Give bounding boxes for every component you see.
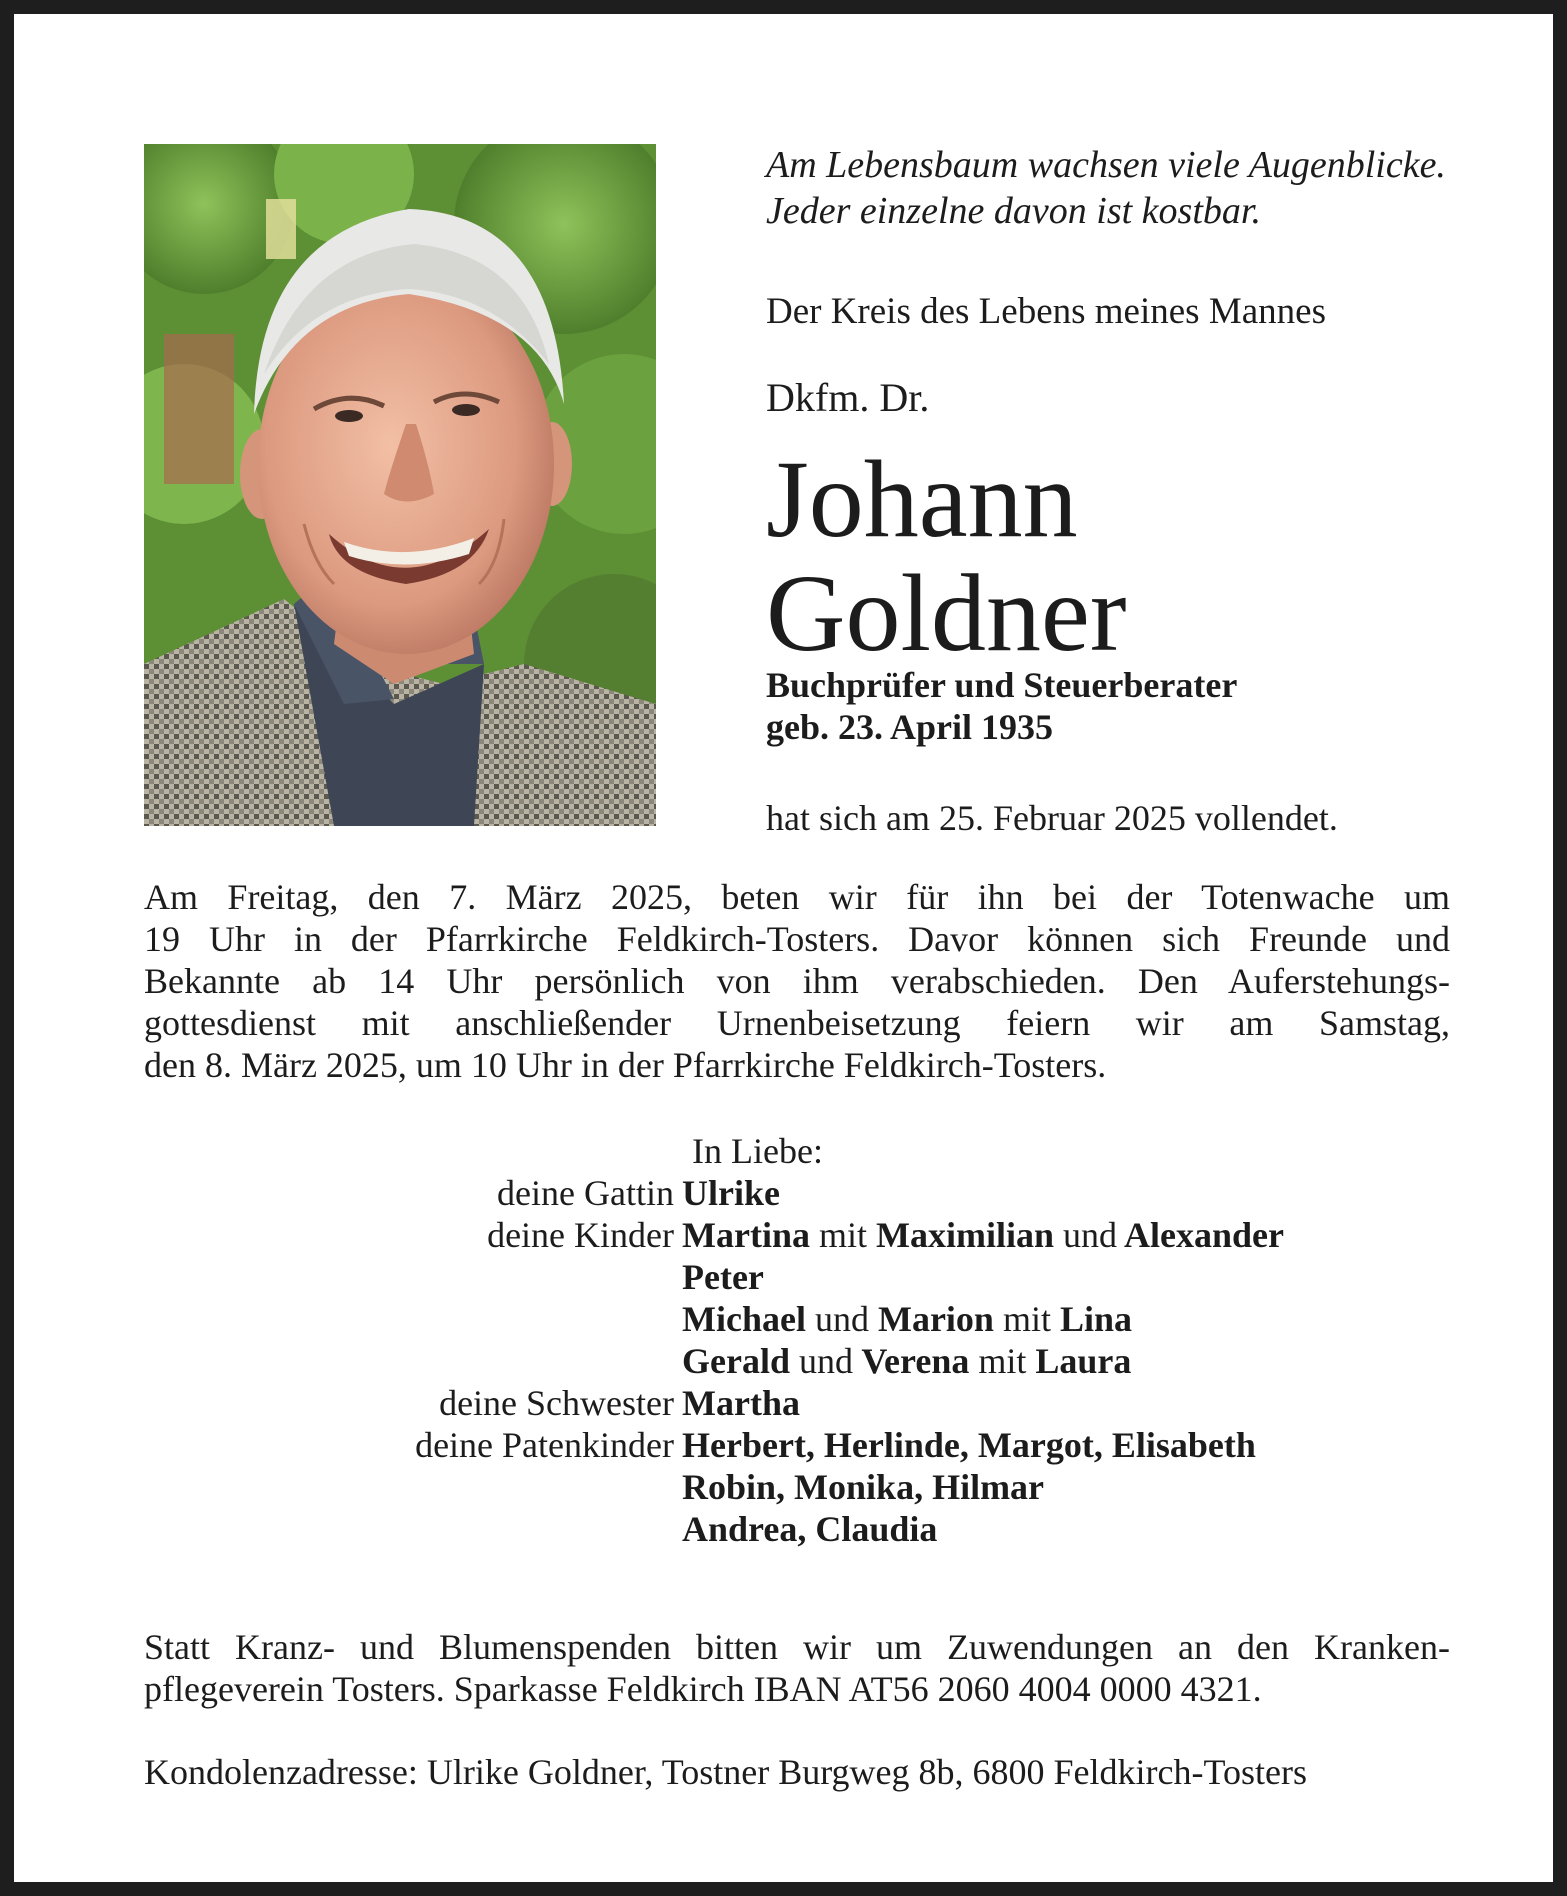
birth-date-line: geb. 23. April 1935 <box>766 707 1054 747</box>
relative-name: Martha <box>682 1383 800 1423</box>
donation-line: Statt Kranz- und Blumenspenden bitten wir um Zuwendungen an den Kranken- <box>144 1627 1450 1667</box>
relative-name: Lina <box>1059 1299 1133 1339</box>
relative-names <box>682 1298 1132 1340</box>
relative-names <box>682 1172 780 1214</box>
conjunction: und <box>1062 1215 1117 1255</box>
portrait-image <box>144 144 656 826</box>
service-line: den 8. März 2025, um 10 Uhr in der Pfarrkirche Feldkirch-Tosters. <box>144 1045 1107 1085</box>
first-name: Johann <box>766 438 1078 560</box>
academic-title: Dkfm. Dr. <box>766 375 930 420</box>
profession-block <box>766 664 1237 748</box>
conjunction: mit <box>978 1341 1027 1381</box>
relative-names <box>682 1424 1256 1466</box>
conjunction: mit <box>818 1215 867 1255</box>
relative-name: Verena <box>861 1341 970 1381</box>
relative-names <box>682 1382 800 1424</box>
donation-line: pflegeverein Tosters. Sparkasse Feldkirch IBAN AT56 2060 4004 0000 4321. <box>144 1669 1262 1709</box>
relative-names <box>682 1466 1044 1508</box>
relative-names <box>682 1214 1284 1256</box>
deceased-name <box>766 438 1127 674</box>
service-paragraph <box>144 876 1450 1086</box>
family-row-gattin <box>144 1172 1464 1214</box>
relation-label: deine Gattin <box>497 1173 674 1213</box>
relation-label: deine Kinder <box>487 1215 674 1255</box>
family-row <box>144 1340 1464 1382</box>
relative-name: Herbert, Herlinde, Margot, Elisabeth <box>682 1425 1256 1465</box>
relative-name: Robin, Monika, Hilmar <box>682 1467 1045 1507</box>
portrait-photo <box>144 144 656 826</box>
relation-label: deine Patenkinder <box>415 1425 674 1465</box>
relative-name: Marion <box>877 1299 994 1339</box>
family-row <box>144 1466 1464 1508</box>
family-row-schwester <box>144 1382 1464 1424</box>
relative-name: Martina <box>682 1215 810 1255</box>
family-row <box>144 1256 1464 1298</box>
relative-name: Alexander <box>1124 1215 1284 1255</box>
relative-names <box>682 1340 1131 1382</box>
death-line: hat sich am 25. Februar 2025 vollendet. <box>766 798 1338 838</box>
family-row-kinder <box>144 1214 1464 1256</box>
relative-name: Gerald <box>682 1341 790 1381</box>
relative-name: Laura <box>1035 1341 1132 1381</box>
relative-name: Andrea, Claudia <box>682 1509 938 1549</box>
service-line: 19 Uhr in der Pfarrkirche Feldkirch-Tosters. Davor können sich Freunde und <box>144 919 1450 959</box>
relative-names <box>682 1508 937 1550</box>
relative-names <box>682 1256 764 1298</box>
conjunction: und <box>814 1299 869 1339</box>
relation-label: deine Schwester <box>439 1383 674 1423</box>
relative-name: Peter <box>682 1257 764 1297</box>
family-heading: In Liebe: <box>692 1131 823 1171</box>
last-name: Goldner <box>766 552 1127 674</box>
condolence-address: Kondolenzadresse: Ulrike Goldner, Tostner Burgweg 8b, 6800 Feldkirch-Tosters <box>144 1752 1307 1792</box>
motto-line-2: Jeder einzelne davon ist kostbar. <box>766 190 1261 232</box>
relative-name: Ulrike <box>682 1173 780 1213</box>
family-list <box>144 1130 1464 1550</box>
conjunction: und <box>798 1341 853 1381</box>
service-line: gottesdienst mit anschließender Urnenbeisetzung feiern wir am Samstag, <box>144 1003 1450 1043</box>
service-line: Bekannte ab 14 Uhr persönlich von ihm verabschieden. Den Auferstehungs- <box>144 961 1450 1001</box>
motto-quote <box>766 142 1446 234</box>
donation-paragraph <box>144 1626 1450 1710</box>
family-row-patenkinder <box>144 1424 1464 1466</box>
conjunction: mit <box>1002 1299 1051 1339</box>
relative-name: Michael <box>682 1299 806 1339</box>
motto-line-1: Am Lebensbaum wachsen viele Augenblicke. <box>766 144 1446 186</box>
relative-name: Maximilian <box>875 1215 1054 1255</box>
family-row <box>144 1298 1464 1340</box>
family-row <box>144 1508 1464 1550</box>
profession-line: Buchprüfer und Steuerberater <box>766 665 1238 705</box>
service-line: Am Freitag, den 7. März 2025, beten wir für ihn bei der Totenwache um <box>144 877 1450 917</box>
intro-line: Der Kreis des Lebens meines Mannes <box>766 291 1326 332</box>
